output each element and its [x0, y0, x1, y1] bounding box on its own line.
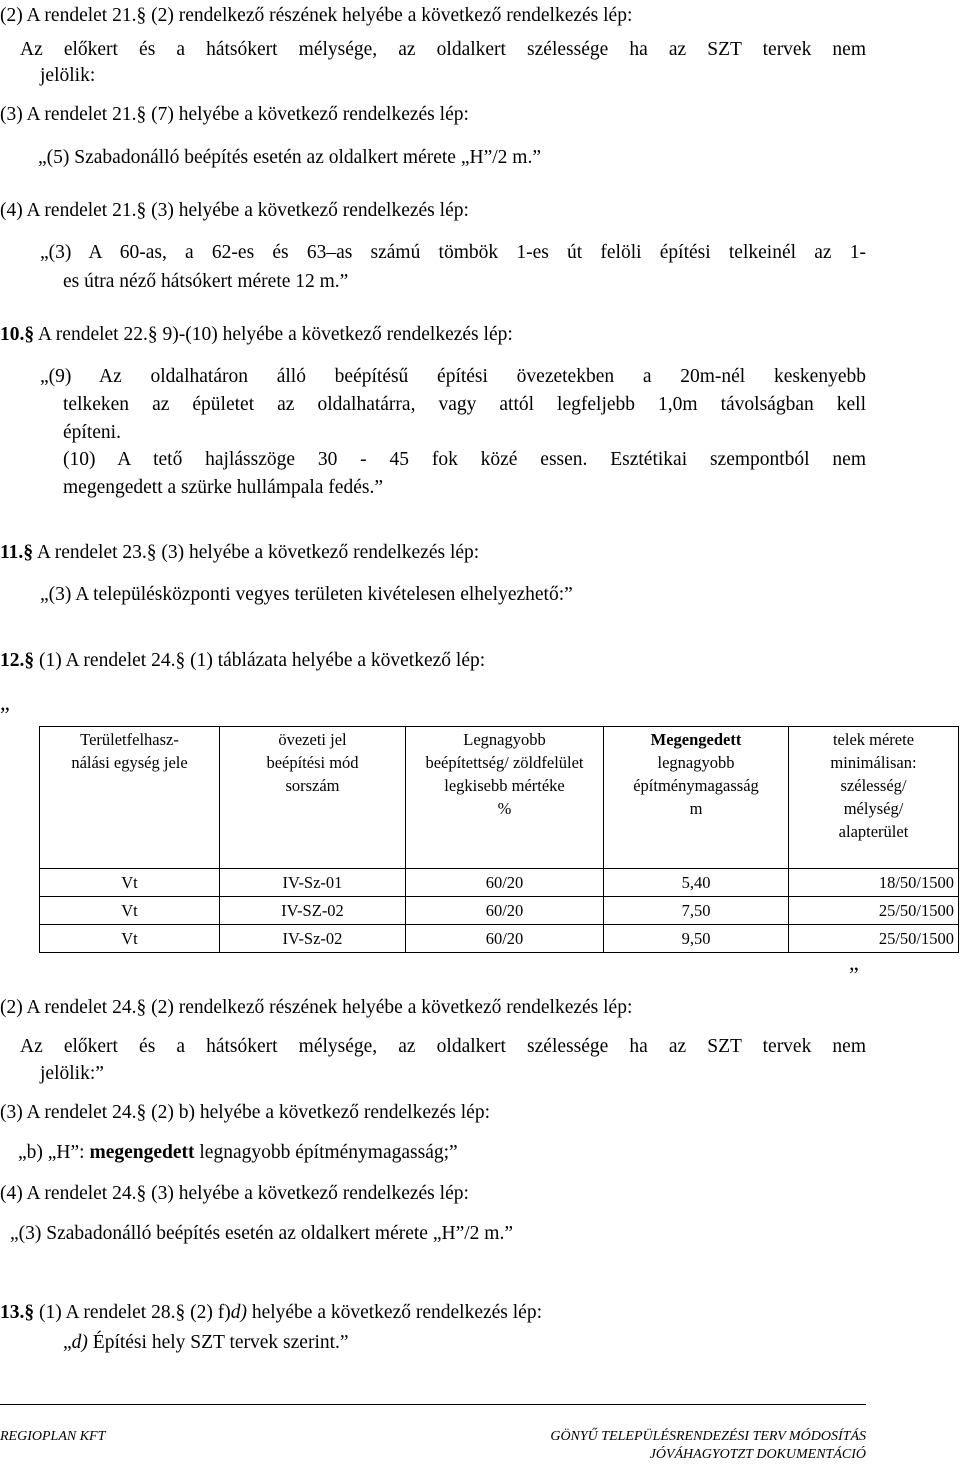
section-sign: § [24, 324, 35, 345]
section-sign: § [23, 542, 34, 563]
quoted-paragraph-line: telkeken az épületet az oldalhatárra, vagy attól legfeljebb 1,0m távolságban kell [63, 394, 866, 415]
table-close-quote: ” [849, 962, 859, 987]
footer-project [550, 1428, 866, 1464]
table-cell: 60/20 [406, 869, 604, 897]
table-cell: 60/20 [406, 897, 604, 925]
footer-project-title: GÖNYŰ TELEPÜLÉSRENDEZÉSI TERV MÓDOSÍTÁS [550, 1429, 866, 1444]
paragraph-line: (3) A rendelet 24.§ (2) b) helyébe a következő rendelkezés lép: [0, 1102, 491, 1123]
table-cell: IV-Sz-01 [220, 869, 406, 897]
paragraph-line: (2) A rendelet 24.§ (2) rendelkező részének helyébe a következő rendelkezés lép: [0, 997, 633, 1018]
zoning-table [39, 726, 959, 953]
quoted-paragraph-line: megengedett a szürke hullámpala fedés.” [63, 477, 383, 498]
table-cell: 25/50/1500 [789, 925, 959, 953]
table-row [40, 897, 959, 925]
footer-rule [0, 1404, 866, 1405]
quoted-paragraph-line: jelölik:” [40, 1063, 104, 1084]
table-cell: 5,40 [604, 869, 789, 897]
quoted-paragraph-line: „(3) A településközponti vegyes területen kivételesen elhelyezhető:” [40, 584, 573, 605]
quoted-paragraph-line: jelölik: [40, 65, 96, 86]
section-sign: § [24, 1302, 35, 1323]
section-heading: 13.§ (1) A rendelet 28.§ (2) f)d) helyébe a következő rendelkezés lép: [0, 1302, 542, 1323]
quoted-paragraph-line: Az előkert és a hátsókert mélysége, az oldalkert szélessége ha az SZT tervek nem [20, 39, 866, 60]
section-heading: 10.§ A rendelet 22.§ 9)-(10) helyébe a következő rendelkezés lép: [0, 324, 513, 345]
quoted-paragraph-line: „d) Építési hely SZT tervek szerint.” [63, 1332, 349, 1353]
table-header-row [40, 727, 959, 869]
quoted-paragraph-line: „(5) Szabadonálló beépítés esetén az oldalkert mérete „H”/2 m.” [38, 147, 541, 168]
table-cell: 18/50/1500 [789, 869, 959, 897]
section-number: 11. [0, 542, 24, 563]
header-cell: Területfelhasz- nálási egység jele [40, 727, 220, 869]
footer-project-subtitle: JÓVÁHAGYOTZT DOKUMENTÁCIÓ [649, 1447, 866, 1462]
section-number: 13. [0, 1302, 25, 1323]
header-cell: telek mérete minimálisan: szélesség/ mélység/ alapterület [789, 727, 959, 869]
table-cell: Vt [40, 869, 220, 897]
footer-company: REGIOPLAN KFT [0, 1429, 106, 1444]
paragraph-line: (3) A rendelet 21.§ (7) helyébe a következő rendelkezés lép: [0, 104, 469, 125]
table-cell: IV-Sz-02 [220, 925, 406, 953]
header-cell: Legnagyobb beépítettség/ zöldfelület legkisebb mértéke % [406, 727, 604, 869]
section-sign: § [24, 650, 35, 671]
section-number: 10. [0, 324, 25, 345]
quoted-paragraph-line: „(3) Szabadonálló beépítés esetén az oldalkert mérete „H”/2 m.” [10, 1223, 513, 1244]
paragraph-line: (4) A rendelet 21.§ (3) helyébe a következő rendelkezés lép: [0, 200, 469, 221]
table-cell: 7,50 [604, 897, 789, 925]
quoted-paragraph-line: (10) A tető hajlásszöge 30 - 45 fok közé essen. Esztétikai szempontból nem [63, 449, 866, 470]
quoted-paragraph-line: „b) „H”: megengedett legnagyobb építménymagasság;” [18, 1142, 458, 1163]
table-open-quote: „ [0, 690, 10, 715]
table-cell: 60/20 [406, 925, 604, 953]
quoted-paragraph-line: építeni. [63, 422, 121, 443]
table-cell: 25/50/1500 [789, 897, 959, 925]
section-heading: 11.§ A rendelet 23.§ (3) helyébe a következő rendelkezés lép: [0, 542, 480, 563]
quoted-paragraph-line: Az előkert és a hátsókert mélysége, az oldalkert szélessége ha az SZT tervek nem [20, 1036, 866, 1057]
table-cell: Vt [40, 925, 220, 953]
section-number: 12. [0, 650, 25, 671]
paragraph-line: (4) A rendelet 24.§ (3) helyébe a következő rendelkezés lép: [0, 1183, 469, 1204]
quoted-paragraph-line: „(3) A 60-as, a 62-es és 63–as számú tömbök 1-es út felöli építési telkeinél az 1- [40, 242, 866, 263]
paragraph-line: (2) A rendelet 21.§ (2) rendelkező részének helyébe a következő rendelkezés lép: [0, 5, 633, 26]
table-row [40, 869, 959, 897]
header-cell: övezeti jel beépítési mód sorszám [220, 727, 406, 869]
table-cell: Vt [40, 897, 220, 925]
header-cell: Megengedett legnagyobb építménymagasság m [604, 727, 789, 869]
section-heading: 12.§ (1) A rendelet 24.§ (1) táblázata helyébe a következő lép: [0, 650, 486, 671]
table-cell: 9,50 [604, 925, 789, 953]
quoted-paragraph-line: es útra néző hátsókert mérete 12 m.” [63, 271, 349, 292]
table-cell: IV-SZ-02 [220, 897, 406, 925]
quoted-paragraph-line: „(9) Az oldalhatáron álló beépítésű építési övezetekben a 20m-nél keskenyebb [40, 366, 866, 387]
table-row [40, 925, 959, 953]
